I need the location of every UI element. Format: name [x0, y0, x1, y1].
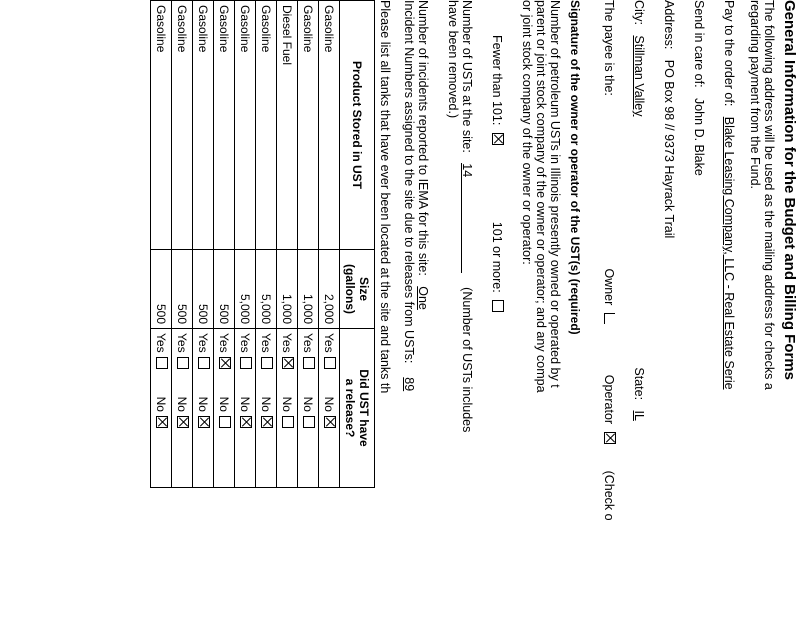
table-row	[256, 1, 277, 488]
state-value[interactable]: IL	[632, 410, 646, 421]
table-row	[151, 1, 172, 488]
size-cell[interactable]: 500	[193, 250, 214, 329]
tank-table	[150, 0, 375, 488]
table-row	[277, 1, 298, 488]
yes-label: Yes	[301, 333, 315, 353]
table-header-row	[340, 1, 375, 488]
release-cell	[256, 329, 277, 488]
product-cell[interactable]: Gasoline	[193, 1, 214, 250]
release-yes-checkbox[interactable]	[282, 357, 294, 369]
page-title: General Information for the Budget and Billing Forms	[781, 0, 798, 381]
no-label: No	[217, 396, 231, 412]
size-header-line2: (gallons)	[343, 264, 357, 314]
payee-note: (Check o	[602, 470, 616, 521]
table-row	[235, 1, 256, 488]
size-header	[340, 250, 375, 329]
product-header: Product Stored in UST	[340, 1, 375, 250]
no-label: No	[280, 396, 294, 412]
size-cell[interactable]: 500	[151, 250, 172, 329]
yes-label: Yes	[259, 333, 273, 353]
product-cell[interactable]: Gasoline	[319, 1, 340, 250]
table-row	[172, 1, 193, 488]
incidents-reported-label: Number of incidents reported to IEMA for this site:	[416, 0, 430, 276]
release-yes-checkbox[interactable]	[261, 357, 273, 369]
incidents-reported-row	[416, 0, 430, 310]
usts-at-site-label: Number of USTs at the site:	[460, 0, 474, 153]
care-of-row	[692, 0, 706, 176]
city-label: City:	[632, 0, 646, 25]
usts-at-site-row	[460, 0, 474, 432]
release-cell	[214, 329, 235, 488]
usts-at-site-note: (Number of USTs includes	[460, 287, 474, 433]
release-yes-checkbox[interactable]	[198, 357, 210, 369]
intro-line-2: regarding payment from the Fund.	[748, 0, 762, 189]
release-header	[340, 329, 375, 488]
release-yes-checkbox[interactable]	[240, 357, 252, 369]
more-than-checkbox[interactable]	[492, 300, 504, 312]
ust-count-row	[490, 35, 504, 312]
fewer-than-checkbox[interactable]	[492, 133, 504, 145]
yes-label: Yes	[238, 333, 252, 353]
product-cell[interactable]: Gasoline	[235, 1, 256, 250]
size-cell[interactable]: 500	[214, 250, 235, 329]
yes-label: Yes	[322, 333, 336, 353]
release-cell	[298, 329, 319, 488]
no-label: No	[154, 396, 168, 412]
yes-label: Yes	[175, 333, 189, 353]
usts-at-site-value[interactable]: 14	[461, 163, 474, 273]
signature-heading: Signature of the owner or operator of the UST(s) (required)	[568, 0, 582, 335]
table-row	[319, 1, 340, 488]
yes-label: Yes	[217, 333, 231, 353]
no-label: No	[196, 396, 210, 412]
care-of-label: Send in care of:	[692, 0, 706, 88]
product-cell[interactable]: Gasoline	[172, 1, 193, 250]
incident-numbers-value[interactable]: 89	[402, 377, 416, 392]
table-row	[298, 1, 319, 488]
release-no-checkbox[interactable]	[240, 416, 252, 428]
size-cell[interactable]: 2,000	[319, 250, 340, 329]
release-no-checkbox[interactable]	[219, 416, 231, 428]
yes-label: Yes	[280, 333, 294, 353]
no-label: No	[259, 396, 273, 412]
operator-checkbox[interactable]	[604, 432, 616, 444]
pay-to-row	[722, 0, 736, 390]
product-cell[interactable]: Gasoline	[298, 1, 319, 250]
payee-row	[602, 0, 616, 521]
no-label: No	[175, 396, 189, 412]
release-yes-checkbox[interactable]	[303, 357, 315, 369]
no-label: No	[322, 396, 336, 412]
tanks-intro: Please list all tanks that have ever been located at the site and tanks th	[378, 0, 392, 394]
release-cell	[193, 329, 214, 488]
release-cell	[151, 329, 172, 488]
release-no-checkbox[interactable]	[156, 416, 168, 428]
release-no-checkbox[interactable]	[303, 416, 315, 428]
no-label: No	[238, 396, 252, 412]
incident-numbers-row	[402, 0, 416, 391]
release-header-line2: a release?	[343, 378, 357, 438]
city-value[interactable]: Stillman Valley	[632, 35, 646, 117]
owner-checkbox[interactable]	[604, 313, 615, 324]
yes-label: Yes	[154, 333, 168, 353]
size-header-line1: Size	[357, 276, 371, 301]
operator-label: Operator	[602, 374, 616, 425]
fewer-than-label: Fewer than 101:	[490, 35, 504, 126]
no-label: No	[301, 396, 315, 412]
release-yes-checkbox[interactable]	[219, 357, 231, 369]
release-yes-checkbox[interactable]	[156, 357, 168, 369]
payee-label: The payee is the:	[602, 0, 616, 96]
yes-label: Yes	[196, 333, 210, 353]
release-no-checkbox[interactable]	[177, 416, 189, 428]
table-row	[193, 1, 214, 488]
release-cell	[172, 329, 193, 488]
signature-text-2: parent or joint stock company of the owner or operator; and any compa	[534, 0, 548, 393]
release-yes-checkbox[interactable]	[177, 357, 189, 369]
product-cell[interactable]: Gasoline	[151, 1, 172, 250]
release-yes-checkbox[interactable]	[324, 357, 336, 369]
size-cell[interactable]: 500	[172, 250, 193, 329]
intro-line-1: The following address will be used as the mailing address for checks a	[762, 0, 776, 390]
release-no-checkbox[interactable]	[282, 416, 294, 428]
release-cell	[319, 329, 340, 488]
more-than-label: 101 or more:	[490, 221, 504, 293]
signature-text-1: Number of petroleum USTs in Illinois presently owned or operated by t	[548, 0, 562, 388]
incidents-reported-value[interactable]: One	[416, 286, 430, 310]
product-cell[interactable]: Gasoline	[214, 1, 235, 250]
release-header-line1: Did UST have	[357, 369, 371, 447]
pay-to-label: Pay to the order of:	[722, 0, 736, 107]
size-cell[interactable]: 5,000	[256, 250, 277, 329]
release-no-checkbox[interactable]	[198, 416, 210, 428]
usts-at-site-note-2: have been removed.)	[446, 0, 460, 119]
incident-numbers-label: Incident Numbers assigned to the site due to releases from USTs:	[402, 0, 416, 364]
product-cell[interactable]: Diesel Fuel	[277, 1, 298, 250]
care-of-value[interactable]: John D. Blake	[692, 97, 706, 176]
size-cell[interactable]: 5,000	[235, 250, 256, 329]
address-value[interactable]: PO Box 98 // 9373 Hayrack Trail	[662, 59, 676, 239]
release-cell	[235, 329, 256, 488]
pay-to-value[interactable]: Blake Leasing Company, LLC - Real Estate Serie	[722, 116, 736, 390]
signature-text-3: or joint stock company of the owner or operator:	[520, 0, 534, 265]
table-row	[214, 1, 235, 488]
city-row	[632, 0, 646, 421]
release-no-checkbox[interactable]	[324, 416, 336, 428]
release-cell	[277, 329, 298, 488]
size-cell[interactable]: 1,000	[277, 250, 298, 329]
state-label: State:	[632, 367, 646, 401]
owner-label: Owner	[602, 268, 616, 306]
size-cell[interactable]: 1,000	[298, 250, 319, 329]
address-row	[662, 0, 676, 238]
address-label: Address:	[662, 0, 676, 50]
release-no-checkbox[interactable]	[261, 416, 273, 428]
product-cell[interactable]: Gasoline	[256, 1, 277, 250]
